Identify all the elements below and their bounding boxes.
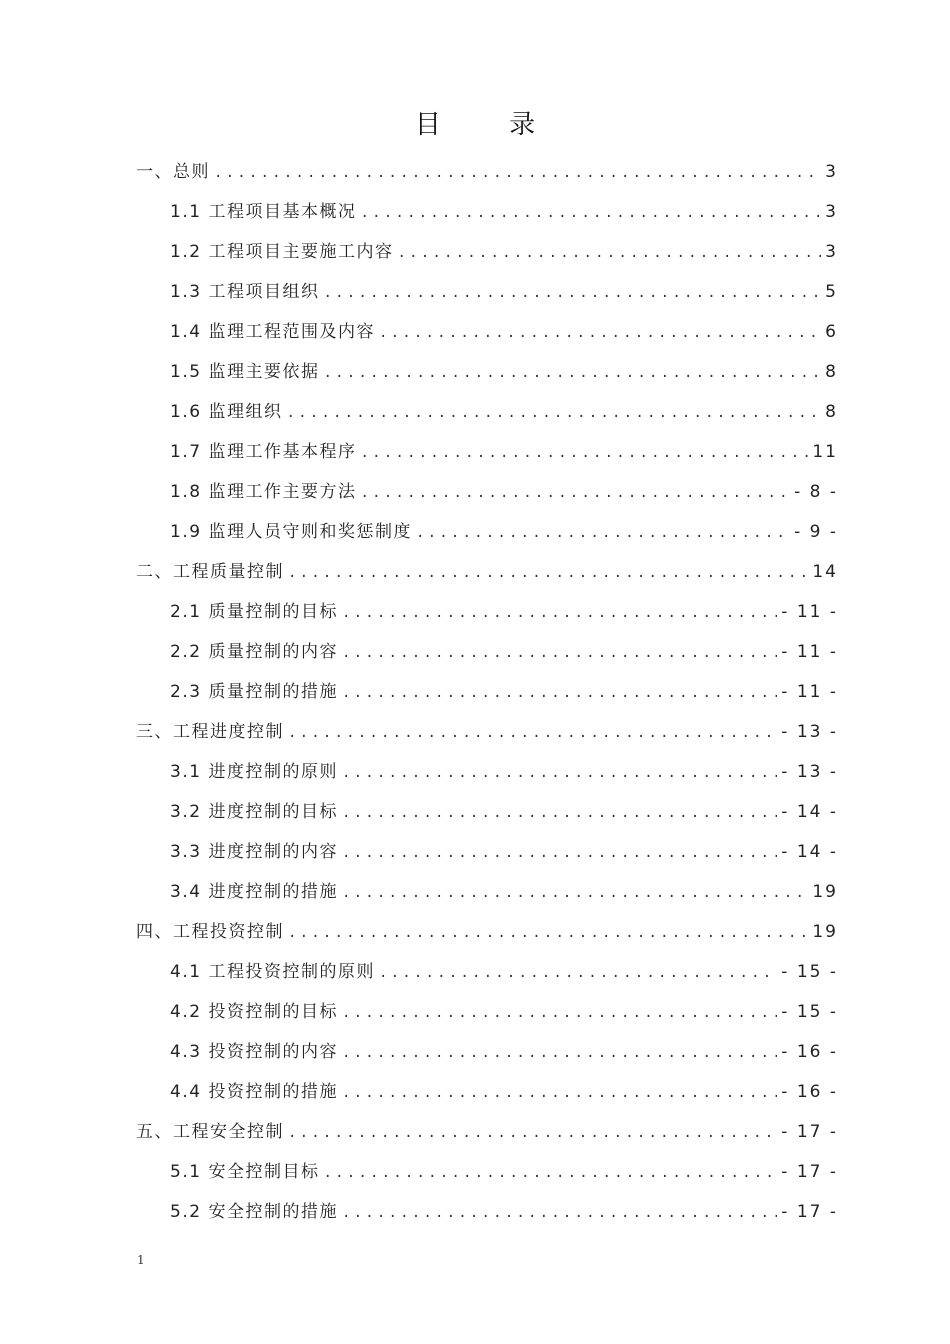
- toc-dot-leader: [416, 513, 790, 553]
- toc-entry[interactable]: [136, 1032, 838, 1072]
- toc-entry[interactable]: [136, 312, 838, 352]
- toc-entry-title: 5.1 安全控制目标: [170, 1162, 320, 1182]
- toc-entry[interactable]: [136, 752, 838, 792]
- toc-list: [136, 152, 838, 1232]
- toc-entry[interactable]: [136, 952, 838, 992]
- toc-entry-title: 4.4 投资控制的措施: [170, 1082, 338, 1102]
- toc-entry[interactable]: [136, 232, 838, 272]
- toc-entry-title: 4.2 投资控制的目标: [170, 1002, 338, 1022]
- toc-entry-page-number: - 8 -: [794, 482, 838, 502]
- toc-entry[interactable]: [136, 832, 838, 872]
- toc-entry-page-number: - 15 -: [781, 962, 838, 982]
- toc-entry-page-number: 19: [812, 922, 838, 942]
- toc-dot-leader: [342, 873, 808, 913]
- toc-entry-title: 5.2 安全控制的措施: [170, 1202, 338, 1222]
- toc-dot-leader: [288, 713, 777, 753]
- toc-dot-leader: [342, 993, 777, 1033]
- toc-entry-page-number: - 11 -: [781, 602, 838, 622]
- toc-entry[interactable]: [136, 1152, 838, 1192]
- toc-entry[interactable]: [136, 1112, 838, 1152]
- toc-entry-page-number: - 16 -: [781, 1082, 838, 1102]
- toc-entry-title: 4.3 投资控制的内容: [170, 1042, 338, 1062]
- toc-dot-leader: [342, 1193, 777, 1233]
- toc-dot-leader: [342, 633, 777, 673]
- footer-page-number: 1: [137, 1253, 145, 1267]
- toc-entry[interactable]: [136, 272, 838, 312]
- toc-entry-page-number: 14: [812, 562, 838, 582]
- toc-entry[interactable]: [136, 512, 838, 552]
- toc-entry-title: 3.2 进度控制的目标: [170, 802, 338, 822]
- toc-dot-leader: [323, 1153, 777, 1193]
- toc-dot-leader: [397, 233, 821, 273]
- toc-entry-title: 1.7 监理工作基本程序: [170, 442, 357, 462]
- toc-entry-title: 2.1 质量控制的目标: [170, 602, 338, 622]
- toc-entry-page-number: 3: [825, 242, 838, 262]
- toc-entry-page-number: 3: [825, 202, 838, 222]
- toc-entry-title: 1.3 工程项目组织: [170, 282, 320, 302]
- toc-entry-page-number: - 17 -: [781, 1202, 838, 1222]
- toc-entry[interactable]: [136, 632, 838, 672]
- toc-entry-page-number: - 11 -: [781, 642, 838, 662]
- toc-dot-leader: [342, 1073, 777, 1113]
- toc-entry-title: 3.3 进度控制的内容: [170, 842, 338, 862]
- toc-entry-title: 4.1 工程投资控制的原则: [170, 962, 375, 982]
- toc-entry-page-number: - 15 -: [781, 1002, 838, 1022]
- toc-entry-title: 四、工程投资控制: [136, 922, 284, 942]
- toc-entry[interactable]: [136, 472, 838, 512]
- toc-dot-leader: [342, 1033, 777, 1073]
- toc-entry-page-number: - 14 -: [781, 842, 838, 862]
- toc-entry[interactable]: [136, 672, 838, 712]
- toc-dot-leader: [342, 833, 777, 873]
- toc-dot-leader: [342, 793, 777, 833]
- toc-entry[interactable]: [136, 792, 838, 832]
- toc-entry-title: 3.1 进度控制的原则: [170, 762, 338, 782]
- toc-entry-page-number: - 17 -: [781, 1122, 838, 1142]
- toc-entry-page-number: 11: [812, 442, 838, 462]
- toc-title: 目 录: [414, 110, 566, 140]
- toc-entry[interactable]: [136, 912, 838, 952]
- toc-entry[interactable]: [136, 392, 838, 432]
- toc-entry-page-number: 5: [825, 282, 838, 302]
- toc-entry[interactable]: [136, 352, 838, 392]
- toc-dot-leader: [288, 913, 808, 953]
- toc-entry-title: 2.2 质量控制的内容: [170, 642, 338, 662]
- toc-entry-page-number: 3: [825, 162, 838, 182]
- toc-entry[interactable]: [136, 992, 838, 1032]
- toc-entry-page-number: - 17 -: [781, 1162, 838, 1182]
- toc-entry-title: 一、总则: [136, 162, 210, 182]
- toc-entry-title: 1.4 监理工程范围及内容: [170, 322, 375, 342]
- toc-dot-leader: [379, 313, 821, 353]
- toc-entry-title: 3.4 进度控制的措施: [170, 882, 338, 902]
- toc-entry-page-number: - 13 -: [781, 722, 838, 742]
- toc-entry[interactable]: [136, 592, 838, 632]
- toc-dot-leader: [286, 393, 821, 433]
- toc-entry[interactable]: [136, 192, 838, 232]
- toc-entry[interactable]: [136, 1192, 838, 1232]
- toc-entry-page-number: - 16 -: [781, 1042, 838, 1062]
- toc-entry-page-number: 6: [825, 322, 838, 342]
- toc-dot-leader: [360, 433, 808, 473]
- toc-entry-page-number: 8: [825, 362, 838, 382]
- toc-entry-title: 二、工程质量控制: [136, 562, 284, 582]
- toc-entry-title: 1.6 监理组织: [170, 402, 283, 422]
- toc-dot-leader: [342, 593, 777, 633]
- toc-entry[interactable]: [136, 712, 838, 752]
- toc-entry-page-number: - 13 -: [781, 762, 838, 782]
- toc-dot-leader: [360, 473, 790, 513]
- toc-dot-leader: [288, 1113, 777, 1153]
- toc-entry-title: 2.3 质量控制的措施: [170, 682, 338, 702]
- toc-dot-leader: [288, 553, 808, 593]
- toc-entry[interactable]: [136, 1072, 838, 1112]
- toc-entry[interactable]: [136, 152, 838, 192]
- toc-entry-title: 1.9 监理人员守则和奖惩制度: [170, 522, 412, 542]
- toc-dot-leader: [323, 353, 821, 393]
- toc-entry-title: 1.1 工程项目基本概况: [170, 202, 357, 222]
- toc-entry[interactable]: [136, 552, 838, 592]
- toc-entry-page-number: - 14 -: [781, 802, 838, 822]
- toc-entry-title: 1.5 监理主要依据: [170, 362, 320, 382]
- toc-dot-leader: [360, 193, 821, 233]
- toc-entry-title: 五、工程安全控制: [136, 1122, 284, 1142]
- toc-entry-page-number: - 11 -: [781, 682, 838, 702]
- toc-dot-leader: [342, 673, 777, 713]
- toc-dot-leader: [214, 153, 821, 193]
- toc-entry-page-number: - 9 -: [794, 522, 838, 542]
- toc-dot-leader: [323, 273, 821, 313]
- toc-entry-title: 1.8 监理工作主要方法: [170, 482, 357, 502]
- toc-entry-title: 1.2 工程项目主要施工内容: [170, 242, 394, 262]
- toc-dot-leader: [342, 753, 777, 793]
- toc-entry-page-number: 8: [825, 402, 838, 422]
- toc-entry[interactable]: [136, 872, 838, 912]
- toc-entry-page-number: 19: [812, 882, 838, 902]
- toc-entry-title: 三、工程进度控制: [136, 722, 284, 742]
- toc-entry[interactable]: [136, 432, 838, 472]
- toc-dot-leader: [379, 953, 777, 993]
